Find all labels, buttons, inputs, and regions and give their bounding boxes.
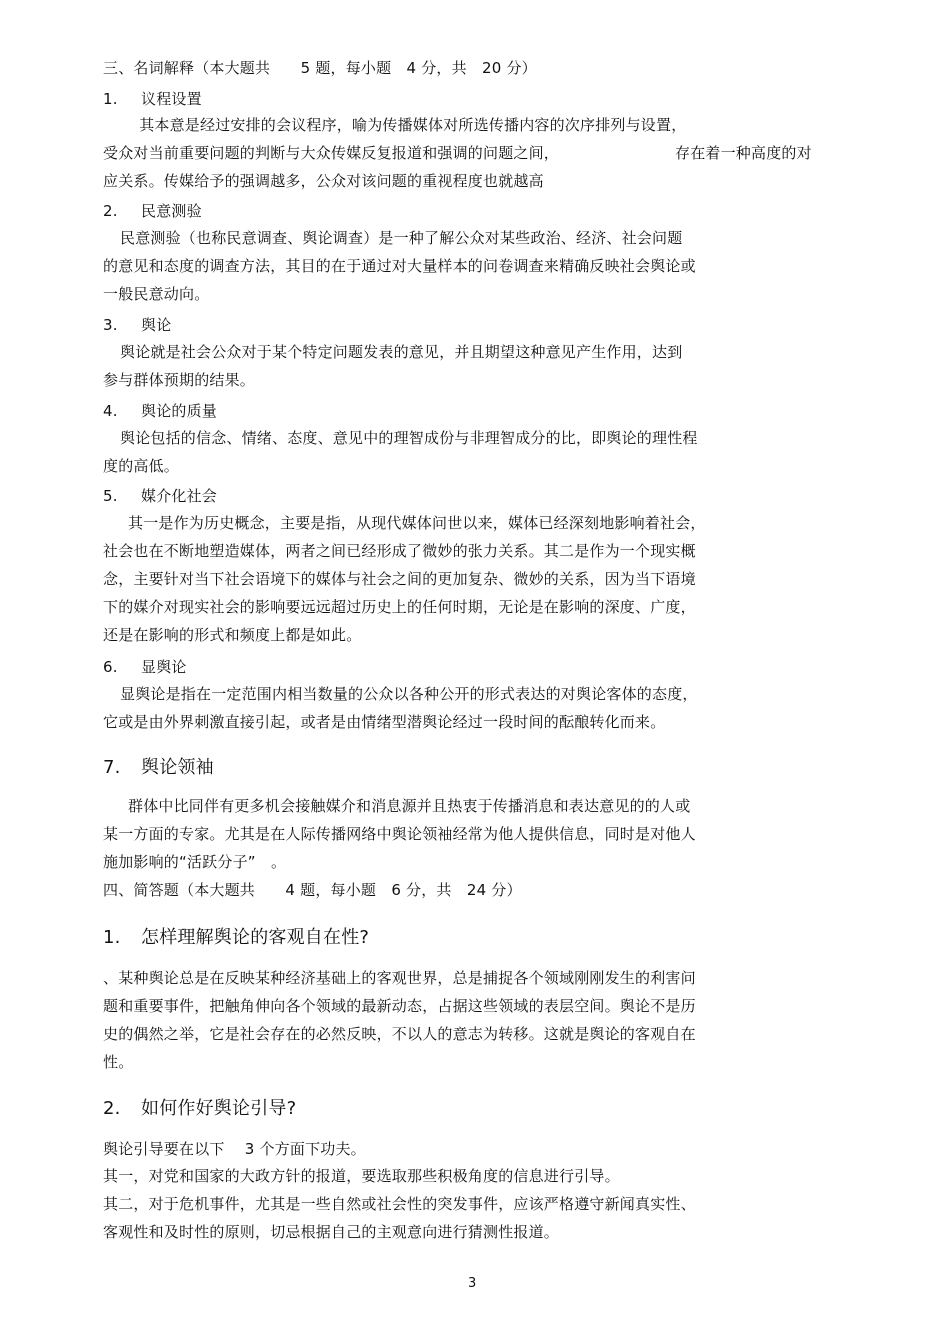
section-3-heading: 三、名词解释（本大题共 5 题，每小题 4 分，共 20 分） [103, 59, 537, 77]
answer-line: 性。 [103, 1053, 134, 1071]
answer-line: 舆论引导要在以下 3 个方面下功夫。 [103, 1140, 366, 1158]
answer-line: 客观性和及时性的原则，切忌根据自己的主观意向进行猜测性报道。 [103, 1223, 560, 1241]
term-title: 显舆论 [141, 658, 187, 676]
term-number: 7. [103, 757, 121, 778]
term-number: 3. [103, 316, 118, 334]
definition-line: 舆论就是社会公众对于某个特定问题发表的意见，并且期望这种意见产生作用，达到 [120, 343, 683, 361]
definition-line: 参与群体预期的结果。 [103, 371, 256, 389]
term-number: 6. [103, 658, 118, 676]
term-number: 1. [103, 90, 118, 108]
question-title: 如何作好舆论引导? [141, 1098, 297, 1119]
term-number: 4. [103, 402, 118, 420]
definition-line: 下的媒介对现实社会的影响要远远超过历史上的任何时期，无论是在影响的深度、广度， [103, 598, 696, 616]
definition-line: 的意见和态度的调查方法，其目的在于通过对大量样本的问卷调查来精确反映社会舆论或 [103, 257, 696, 275]
definition-line: 存在着一种高度的对 [675, 144, 812, 162]
definition-line: 民意测验（也称民意调查、舆论调查）是一种了解公众对某些政治、经济、社会问题 [120, 229, 683, 247]
answer-line: 其一，对党和国家的大政方针的报道，要选取那些积极角度的信息进行引导。 [103, 1167, 620, 1185]
definition-line: 社会也在不断地塑造媒体，两者之间已经形成了微妙的张力关系。其二是作为一个现实概 [103, 542, 696, 560]
definition-line: 群体中比同伴有更多机会接触媒介和消息源并且热衷于传播消息和表达意见的的人或 [128, 797, 691, 815]
question-number: 1. [103, 927, 121, 948]
definition-line: 舆论包括的信念、情绪、态度、意见中的理智成份与非理智成分的比，即舆论的理性程 [120, 429, 698, 447]
definition-line: 一般民意动向。 [103, 285, 210, 303]
definition-line: 应关系。传媒给予的强调越多，公众对该问题的重视程度也就越高 [103, 172, 544, 190]
question-number: 2. [103, 1098, 121, 1119]
definition-line: 施加影响的“活跃分子” 。 [103, 853, 287, 871]
term-title: 民意测验 [141, 202, 202, 220]
definition-line: 念，主要针对当下社会语境下的媒体与社会之间的更加复杂、微妙的关系，因为当下语境 [103, 570, 696, 588]
answer-line: 史的偶然之举，它是社会存在的必然反映，不以人的意志为转移。这就是舆论的客观自在 [103, 1025, 696, 1043]
definition-line: 度的高低。 [103, 457, 180, 475]
term-title: 议程设置 [141, 90, 202, 108]
section-4-heading: 四、简答题（本大题共 4 题，每小题 6 分，共 24 分） [103, 881, 522, 899]
term-title: 舆论的质量 [141, 402, 218, 420]
term-title: 舆论 [141, 316, 172, 334]
answer-line: 题和重要事件，把触角伸向各个领域的最新动态，占据这些领域的表层空间。舆论不是历 [103, 997, 696, 1015]
answer-line: 其二，对于危机事件，尤其是一些自然或社会性的突发事件，应该严格遵守新闻真实性、 [103, 1195, 696, 1213]
term-title: 媒介化社会 [141, 487, 218, 505]
definition-line: 受众对当前重要问题的判断与大众传媒反复报道和强调的问题之间， [103, 144, 560, 162]
question-title: 怎样理解舆论的客观自在性? [141, 927, 370, 948]
answer-line: 、某种舆论总是在反映某种经济基础上的客观世界，总是捕捉各个领域刚刚发生的利害问 [103, 969, 696, 987]
definition-line: 显舆论是指在一定范围内相当数量的公众以各种公开的形式表达的对舆论客体的态度， [120, 685, 698, 703]
definition-line: 其一是作为历史概念，主要是指，从现代媒体问世以来，媒体已经深刻地影响着社会， [128, 514, 706, 532]
definition-line: 某一方面的专家。尤其是在人际传播网络中舆论领袖经常为他人提供信息，同时是对他人 [103, 825, 696, 843]
definition-line: 还是在影响的形式和频度上都是如此。 [103, 626, 362, 644]
term-number: 2. [103, 202, 118, 220]
page-number: 3 [468, 1276, 477, 1291]
term-title: 舆论领袖 [141, 757, 214, 778]
definition-line: 其本意是经过安排的会议程序，喻为传播媒体对所选传播内容的次序排列与设置， [124, 116, 687, 134]
term-number: 5. [103, 487, 118, 505]
definition-line: 它或是由外界刺激直接引起，或者是由情绪型潜舆论经过一段时间的酝酿转化而来。 [103, 713, 666, 731]
